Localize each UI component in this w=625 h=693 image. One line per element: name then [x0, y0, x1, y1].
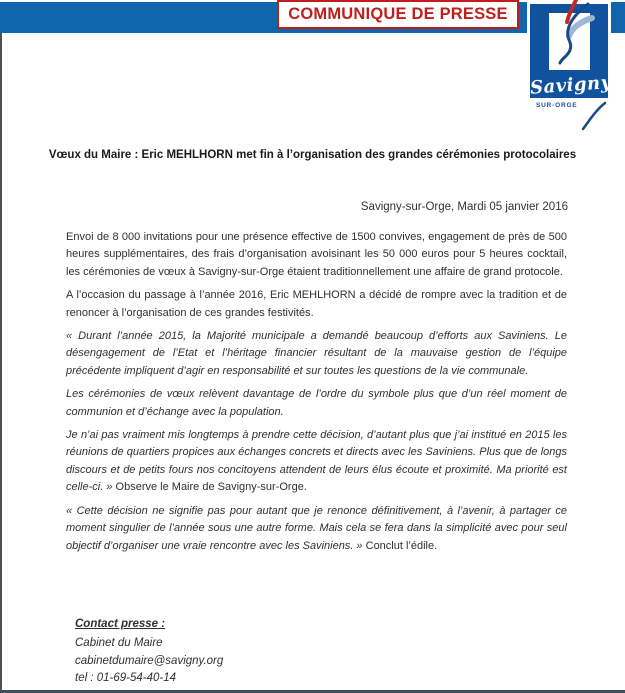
body-text: Observe le Maire de Savigny-sur-Orge.: [115, 481, 307, 494]
press-contact-heading: Contact presse :: [75, 618, 166, 630]
savigny-logo-name: Savigny: [529, 72, 613, 99]
savigny-logo-flourish-icon: [581, 101, 607, 131]
press-release-banner-label: COMMUNIQUE DE PRESSE: [288, 5, 508, 23]
press-contact-block: [75, 618, 223, 688]
body-text: Envoi de 8 000 invitations pour une présence effective de 1500 convives, engagement de près de 500 heures supplémentaires, des frais d’organisation avoisinant les 50 000 euros pour 5 heures cocktail, les cérémonies de vœux à Savigny-sur-Orge étaient traditionnellement une affaire de grand protocole.: [66, 231, 567, 278]
press-contact-organization: Cabinet du Maire: [75, 637, 163, 649]
quote-text: Les cérémonies de vœux relèvent davantage de l’ordre du symbole plus que d’un réel moment de communion et d’échange avec la population.: [66, 388, 567, 418]
paragraphs: [66, 229, 567, 561]
quote-text: « Cette décision ne signifie pas pour autant que je renonce définitivement, à l’avenir, à partager ce moment singulier de l’année sous une autre forme. Mais cela se fera dans la simplicité avec pour seul objectif d’organiser une vraie rencontre avec les Saviniens. »: [66, 504, 567, 552]
body-text: A l’occasion du passage à l’année 2016, Eric MEHLHORN a décidé de rompre avec la tradition et de renoncer à l’organisation de ces grandes festivités.: [66, 289, 567, 319]
paragraph: [66, 229, 567, 281]
savigny-swoosh-icon: [542, 0, 598, 80]
press-release-banner: [277, 0, 519, 29]
paragraph: [66, 328, 567, 380]
savigny-logo-box: [529, 4, 613, 99]
quote-text: « Durant l’année 2015, la Majorité municipale a demandé beaucoup d’efforts aux Saviniens. Le désengagement de l’Etat et l’héritage financier résultant de la mauvaise gestion de l’équipe précédente impliquent d’agir en responsabilité et sur toutes les questions de la vie communale.: [66, 330, 567, 377]
body-text: Conclut l’édile.: [365, 539, 438, 552]
savigny-logo-subname: SUR-ORGE: [536, 102, 578, 109]
dateline: Savigny-sur-Orge, Mardi 05 janvier 2016: [360, 201, 568, 213]
paragraph: [66, 287, 567, 322]
document-title: Vœux du Maire : Eric MEHLHORN met fin à l’organisation des grandes cérémonies protocolaires: [48, 149, 577, 161]
paragraph: [66, 427, 567, 497]
paragraph: [66, 386, 567, 421]
savigny-logo: [527, 0, 611, 129]
paragraph: [66, 503, 567, 555]
press-contact-email: cabinetdumaire@savigny.org: [75, 654, 224, 667]
quote-text: Je n’ai pas vraiment mis longtemps à prendre cette décision, d’autant plus que j’ai institué en 2015 les réunions de quartiers propices aux échanges concrets et directs avec les Saviniens. Plus que de longs discours et de petits fours nos concitoyens attendent de leurs élus écoute et proximité. Ma priorité est celle-ci. »: [66, 429, 567, 494]
page-left-edge-line: [0, 33, 2, 693]
press-contact-phone: tel : 01-69-54-40-14: [75, 672, 177, 684]
